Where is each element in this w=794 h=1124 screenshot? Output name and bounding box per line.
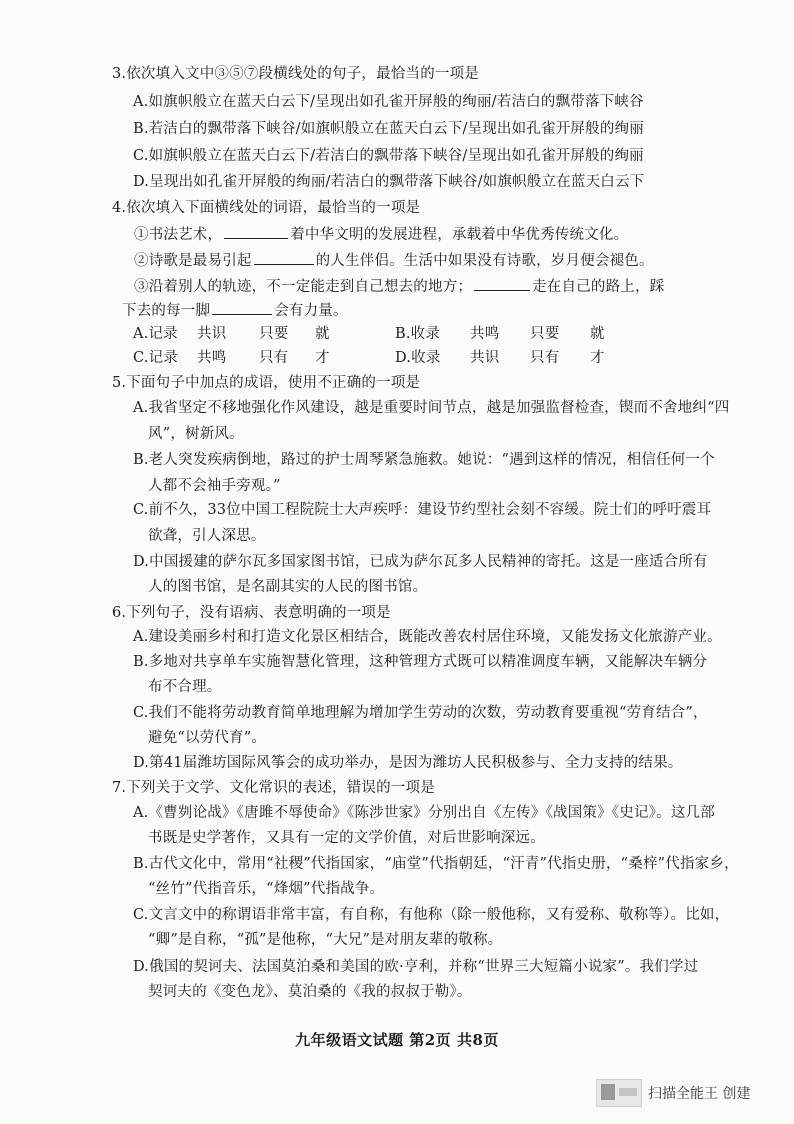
q5-option-a: A.我省坚定不移地强化作风建设，越是重要时间节点，越是加强监督检查，锲而不舍地纠“四	[133, 400, 730, 416]
blank-line	[224, 224, 288, 239]
q4-opt-b-word-3: 只要	[530, 326, 560, 342]
q7-option-c-cont: “卿”是自称，“孤”是他称，“大兄”是对朋友辈的敬称。	[148, 932, 503, 948]
q7-option-d-cont: 契诃夫的《变色龙》、莫泊桑的《我的叔叔于勒》。	[148, 984, 472, 1000]
q3-option-a: A.如旗帜般立在蓝天白云下/呈现出如孔雀开屏般的绚丽/若洁白的飘带落下峡谷	[133, 94, 644, 110]
q4-opt-c-word-1: C.记录	[133, 350, 178, 366]
q4-opt-c-word-2: 共鸣	[197, 350, 227, 366]
q4-opt-b-word-1: B.收录	[395, 326, 441, 342]
q4-opt-c-word-4: 才	[315, 350, 330, 366]
q4-opt-b-word-2: 共鸣	[470, 326, 500, 342]
q4-sentence-1	[134, 224, 628, 245]
q4-s2-part-b: 的人生伴侣。生活中如果没有诗歌，岁月便会褪色。	[315, 253, 654, 269]
q4-opt-d-word-1: D.收录	[395, 350, 441, 366]
q4-opt-c-word-3: 只有	[259, 350, 289, 366]
q4-option-row-b	[133, 348, 605, 368]
blank-line	[254, 250, 314, 265]
q4-stem: 4.依次填入下面横线处的词语，最恰当的一项是	[112, 200, 421, 216]
q4-s1-part-b: 着中华文明的发展进程，承载着中华优秀传统文化。	[290, 227, 629, 243]
q4-opt-a-word-4: 就	[315, 326, 330, 342]
q5-option-a-cont: 风”，树新风。	[148, 426, 244, 442]
q5-option-b-cont: 人都不会袖手旁观。”	[148, 478, 281, 494]
q6-option-b-cont: 布不合理。	[148, 679, 222, 695]
watermark-text: 扫描全能王 创建	[648, 1086, 751, 1102]
q7-option-b-cont: “丝竹”代指音乐，“烽烟”代指战争。	[148, 881, 385, 897]
q4-opt-d-word-3: 只有	[530, 350, 560, 366]
q6-option-d: D.第41届潍坊国际风筝会的成功举办，是因为潍坊人民积极参与、全力支持的结果。	[133, 755, 683, 771]
q6-option-b: B.多地对共享单车实施智慧化管理，这种管理方式既可以精准调度车辆，又能解决车辆分	[133, 654, 708, 670]
q4-s3c-part-b: 会有力量。	[274, 303, 348, 319]
q6-option-c: C.我们不能将劳动教育简单地理解为增加学生劳动的次数，劳动教育要重视“劳育结合”，	[133, 705, 708, 721]
q4-opt-d-word-2: 共识	[470, 350, 500, 366]
q5-option-c: C.前不久，33位中国工程院院士大声疾呼：建设节约型社会刻不容缓。院士们的呼吁震耳	[133, 502, 712, 518]
q4-sentence-3	[134, 276, 664, 297]
q5-option-b: B.老人突发疾病倒地，路过的护士周琴紧急施救。她说：“遇到这样的情况，相信任何一个	[133, 452, 715, 468]
q4-opt-d-word-4: 才	[590, 350, 605, 366]
q4-opt-a-word-2: 共识	[197, 326, 227, 342]
q6-option-c-cont: 避免“以劳代育”。	[148, 730, 267, 746]
page-footer: 九年级语文试题 第2页 共8页	[295, 1031, 499, 1049]
q6-stem: 6.下列句子，没有语病、表意明确的一项是	[112, 605, 391, 621]
q7-option-a-cont: 书既是史学著作，又具有一定的文学价值，对后世影响深远。	[148, 830, 545, 846]
q7-option-a: A.《曹刿论战》《唐雎不辱使命》《陈涉世家》分别出自《左传》《战国策》《史记》。这几部	[133, 805, 715, 821]
q4-opt-b-word-4: 就	[590, 326, 605, 342]
q4-sentence-2	[134, 250, 654, 271]
q5-stem: 5.下面句子中加点的成语，使用不正确的一项是	[112, 375, 421, 391]
q7-option-c: C.文言文中的称谓语非常丰富，有自称，有他称（除一般他称，又有爱称、敬称等）。比如，	[133, 907, 730, 923]
q4-s1-part-a: ①书法艺术，	[134, 227, 223, 243]
q4-s3c-part-a: 下去的每一脚	[122, 303, 211, 319]
q3-option-c: C.如旗帜般立在蓝天白云下/若洁白的飘带落下峡谷/呈现出如孔雀开屏般的绚丽	[133, 148, 644, 164]
q4-opt-a-word-3: 只要	[259, 326, 289, 342]
scanner-watermark	[596, 1078, 776, 1108]
blank-line	[212, 300, 272, 315]
q4-opt-a-word-1: A.记录	[133, 326, 178, 342]
q5-option-d: D.中国援建的萨尔瓦多国家图书馆，已成为萨尔瓦多人民精神的寄托。这是一座适合所有	[133, 554, 708, 570]
q4-s3-part-a: ③沿着别人的轨迹，不一定能走到自己想去的地方；	[134, 279, 473, 295]
camscanner-logo-icon	[596, 1079, 642, 1107]
q5-option-c-cont: 欲聋，引人深思。	[148, 528, 266, 544]
q7-option-d: D.俄国的契诃夫、法国莫泊桑和美国的欧·亨利，并称“世界三大短篇小说家”。我们学过	[133, 959, 699, 975]
q4-option-row-a	[133, 324, 605, 344]
q4-s2-part-a: ②诗歌是最易引起	[134, 253, 252, 269]
q6-option-a: A.建设美丽乡村和打造文化景区相结合，既能改善农村居住环境，又能发扬文化旅游产业。	[133, 629, 722, 645]
q3-option-b: B.若洁白的飘带落下峡谷/如旗帜般立在蓝天白云下/呈现出如孔雀开屏般的绚丽	[133, 121, 644, 137]
q5-option-d-cont: 人的图书馆，是名副其实的人民的图书馆。	[148, 579, 428, 595]
q7-option-b: B.古代文化中，常用“社稷”代指国家，“庙堂”代指朝廷，“汗青”代指史册，“桑梓”代指家乡，	[133, 856, 739, 872]
q4-s3-part-b: 走在自己的路上，踩	[532, 279, 665, 295]
q4-sentence-3-cont	[122, 300, 348, 321]
q3-stem: 3.依次填入文中③⑤⑦段横线处的句子，最恰当的一项是	[112, 66, 480, 82]
q7-stem: 7.下列关于文学、文化常识的表述，错误的一项是	[112, 780, 435, 796]
q3-option-d: D.呈现出如孔雀开屏般的绚丽/若洁白的飘带落下峡谷/如旗帜般立在蓝天白云下	[133, 174, 645, 190]
blank-line	[474, 276, 530, 291]
